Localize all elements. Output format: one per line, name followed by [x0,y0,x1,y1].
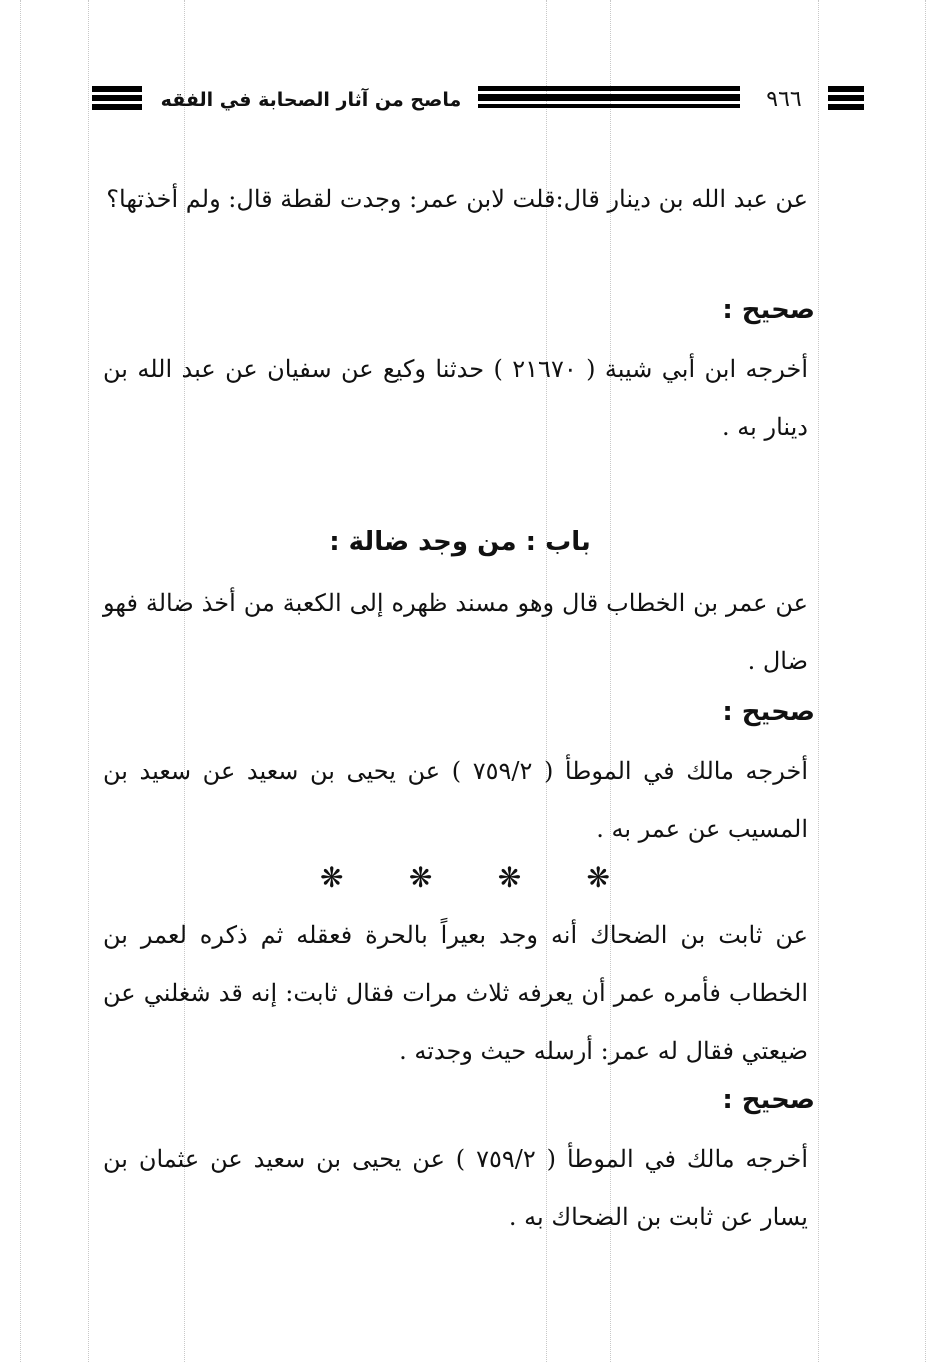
scan-guide-line [20,0,21,1362]
running-header [92,82,864,122]
header-rule-middle [478,86,740,111]
grading-label: صحيح : [722,295,815,325]
scan-guide-line [88,0,89,1362]
chapter-heading: باب : من وجد ضالة : [329,527,591,557]
grading-label: صحيح : [722,1085,815,1115]
grading-label: صحيح : [722,697,815,727]
scan-guide-line [818,0,819,1362]
section-separator [320,858,610,898]
athar-text: عن ثابت بن الضحاك أنه وجد بعيراً بالحرة فعقله ثم ذكره لعمر بن الخطاب فأمره عمر أن يعرفه ثلاث مرات فقال ثابت: إنه قد شغلني عن ضيعتي فقال له عمر: أرسله حيث وجدته . [103,921,808,1065]
header-rule-right [828,86,864,113]
athar-text: عن عبد الله بن دينار قال:قلت لابن عمر: وجدت لقطة قال: ولم أخذتها؟ [106,185,808,213]
ornament-star-icon: ❋ [320,861,344,894]
athar-text: عن عمر بن الخطاب قال وهو مسند ظهره إلى الكعبة من أخذ ضالة فهو ضال . [103,589,808,675]
book-title: ماصح من آثار الصحابة في الفقه [160,89,462,111]
header-rule-left [92,86,142,113]
ornament-star-icon: ❋ [586,861,610,894]
takhrij-text: أخرجه مالك في الموطأ ( ٧٥٩/٢ ) عن يحيى بن سعيد عن سعيد بن المسيب عن عمر به . [103,757,808,843]
ornament-star-icon: ❋ [497,861,522,894]
ornament-star-icon: ❋ [408,861,433,894]
scan-guide-line [925,0,926,1362]
takhrij-text: أخرجه ابن أبي شيبة ( ٢١٦٧٠ ) حدثنا وكيع عن سفيان عن عبد الله بن دينار به . [103,355,809,441]
page-number: ٩٦٦ [766,87,802,112]
takhrij-text: أخرجه مالك في الموطأ ( ٧٥٩/٢ ) عن يحيى بن سعيد عن عثمان بن يسار عن ثابت بن الضحاك به . [103,1145,808,1231]
